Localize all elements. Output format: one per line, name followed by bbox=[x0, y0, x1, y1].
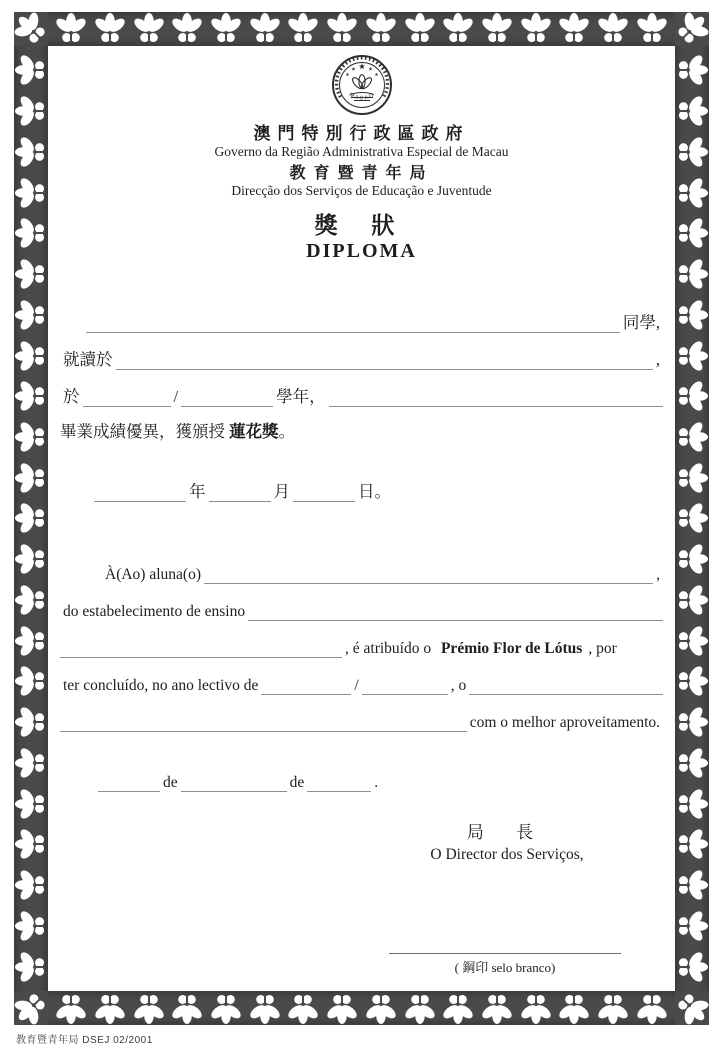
lotus-border-flower-icon bbox=[363, 990, 399, 1026]
year-label: 年 bbox=[189, 482, 206, 501]
certificate-title bbox=[48, 212, 675, 263]
pt-school-year-line bbox=[60, 669, 663, 695]
lotus-border-flower-icon bbox=[324, 990, 360, 1026]
border-corner-top-right bbox=[675, 12, 709, 46]
signature-block bbox=[377, 822, 637, 865]
lotus-border-flower-icon bbox=[13, 419, 49, 455]
chinese-date-line bbox=[60, 476, 663, 502]
border-band-top bbox=[14, 12, 709, 46]
student-name-blank bbox=[86, 314, 620, 333]
pt-establishment-line bbox=[60, 595, 663, 621]
attributed-suffix: , por bbox=[588, 640, 617, 657]
chinese-section bbox=[48, 307, 675, 502]
achievement-prefix: 畢業成績優異，獲頒授 bbox=[60, 422, 230, 441]
pt-student-name-blank bbox=[204, 566, 653, 584]
border-band-right bbox=[675, 12, 709, 1025]
title-pt: DIPLOMA bbox=[306, 240, 417, 262]
pt-establishment-blank-2 bbox=[60, 640, 342, 658]
lotus-border-flower-icon bbox=[634, 11, 670, 47]
lotus-border-flower-icon bbox=[13, 297, 49, 333]
day-label: 日。 bbox=[358, 482, 391, 501]
school-year-line bbox=[60, 381, 663, 407]
lotus-border-flower-icon bbox=[208, 990, 244, 1026]
lotus-border-flower-icon bbox=[674, 460, 710, 496]
lotus-border-flower-icon bbox=[247, 11, 283, 47]
pt-day-blank bbox=[98, 774, 160, 792]
in-year-label: 於 bbox=[63, 387, 80, 406]
school-year-label: 學年， bbox=[276, 387, 326, 406]
lotus-border-flower-icon bbox=[13, 175, 49, 211]
lotus-border-flower-icon bbox=[13, 93, 49, 129]
lotus-border-flower-icon bbox=[169, 11, 205, 47]
lotus-border-flower-icon bbox=[402, 990, 438, 1026]
certificate-body bbox=[48, 46, 675, 976]
pt-course-blank-2 bbox=[60, 714, 467, 732]
studies-at-label: 就讀於 bbox=[63, 350, 113, 369]
lotus-border-flower-icon bbox=[13, 52, 49, 88]
lotus-border-flower-icon bbox=[13, 908, 49, 944]
to-student-comma: , bbox=[656, 566, 660, 583]
border-band-bottom bbox=[14, 991, 709, 1025]
lotus-border-flower-icon bbox=[13, 704, 49, 740]
lotus-border-flower-icon bbox=[674, 541, 710, 577]
month-label: 月 bbox=[273, 482, 290, 501]
achievement-line bbox=[60, 418, 663, 442]
lotus-border-flower-icon bbox=[13, 663, 49, 699]
lotus-border-flower-icon bbox=[674, 582, 710, 618]
seal-signature-line bbox=[389, 939, 621, 954]
year-from-blank bbox=[83, 388, 171, 407]
lotus-border-flower-icon bbox=[13, 623, 49, 659]
establishment-label: do estabelecimento de ensino bbox=[63, 603, 246, 620]
pt-year-to-blank bbox=[362, 677, 448, 695]
form-reference-number: 教育暨青年局 DSEJ 02/2001 bbox=[16, 1035, 153, 1046]
year-slash: / bbox=[173, 387, 179, 406]
lotus-border-flower-icon bbox=[53, 11, 89, 47]
lotus-border-flower-icon bbox=[518, 11, 554, 47]
lotus-border-flower-icon bbox=[674, 297, 710, 333]
student-name-line bbox=[60, 307, 663, 333]
lotus-border-flower-icon bbox=[13, 378, 49, 414]
border-corner-bottom-right bbox=[675, 991, 709, 1025]
lotus-border-flower-icon bbox=[674, 745, 710, 781]
lotus-border-flower-icon bbox=[285, 990, 321, 1026]
border-corner-bottom-left bbox=[14, 991, 48, 1025]
lotus-border-flower-icon bbox=[402, 11, 438, 47]
lotus-border-flower-icon bbox=[13, 582, 49, 618]
lotus-border-flower-icon bbox=[556, 11, 592, 47]
studies-comma: , bbox=[655, 350, 660, 369]
pt-course-blank bbox=[469, 677, 663, 695]
award-name-pt: Prémio Flor de Lótus bbox=[440, 640, 583, 657]
lotus-border-flower-icon bbox=[324, 11, 360, 47]
lotus-border-flower-icon bbox=[674, 256, 710, 292]
date-month-blank bbox=[209, 483, 271, 502]
lotus-border-flower-icon bbox=[440, 990, 476, 1026]
pt-award-line bbox=[60, 632, 663, 658]
lotus-border-flower-icon bbox=[92, 11, 128, 47]
lotus-border-flower-icon bbox=[674, 500, 710, 536]
best-results-label: com o melhor aproveitamento. bbox=[469, 714, 660, 731]
lotus-border-flower-icon bbox=[674, 908, 710, 944]
seal-block bbox=[389, 939, 621, 976]
bureau-name-pt: Direcção dos Serviços de Educação e Juventude bbox=[231, 183, 492, 198]
lotus-border-flower-icon bbox=[363, 11, 399, 47]
lotus-border-flower-icon bbox=[131, 990, 167, 1026]
school-name-line bbox=[60, 344, 663, 370]
lotus-border-flower-icon bbox=[674, 663, 710, 699]
pt-year-slash: / bbox=[354, 677, 359, 694]
pt-month-blank bbox=[181, 774, 287, 792]
title-zh: 獎 狀 bbox=[314, 213, 409, 238]
lotus-border-flower-icon bbox=[13, 134, 49, 170]
lotus-border-flower-icon bbox=[13, 867, 49, 903]
lotus-border-flower-icon bbox=[674, 134, 710, 170]
attributed-prefix: , é atribuído o bbox=[345, 640, 435, 657]
student-suffix-label: 同學, bbox=[622, 313, 660, 332]
lotus-border-flower-icon bbox=[674, 419, 710, 455]
seal-caption: ( 鋼印 selo branco) bbox=[454, 960, 556, 975]
lotus-border-flower-icon bbox=[13, 745, 49, 781]
pt-de1-label: de bbox=[163, 774, 178, 791]
lotus-border-flower-icon bbox=[556, 990, 592, 1026]
emblem-macao-label: MACAO bbox=[347, 92, 376, 102]
portuguese-section bbox=[48, 558, 675, 792]
lotus-border-flower-icon bbox=[479, 990, 515, 1026]
government-name-zh: 澳門特別行政區政府 bbox=[253, 124, 470, 143]
lotus-border-flower-icon bbox=[13, 826, 49, 862]
date-year-blank bbox=[94, 483, 186, 502]
lotus-border-flower-icon bbox=[13, 500, 49, 536]
director-title-zh: 局 長 bbox=[466, 823, 548, 842]
year-to-blank bbox=[181, 388, 273, 407]
border-band-left bbox=[14, 12, 48, 1025]
lotus-border-flower-icon bbox=[674, 949, 710, 985]
lotus-border-flower-icon bbox=[674, 786, 710, 822]
pt-year-blank bbox=[307, 774, 371, 792]
lotus-border-flower-icon bbox=[674, 215, 710, 251]
lotus-border-flower-icon bbox=[674, 52, 710, 88]
lotus-border-flower-icon bbox=[674, 93, 710, 129]
lotus-border-flower-icon bbox=[479, 11, 515, 47]
border-corner-top-left bbox=[14, 12, 48, 46]
lotus-border-flower-icon bbox=[674, 623, 710, 659]
lotus-border-flower-icon bbox=[53, 990, 89, 1026]
pt-results-line bbox=[60, 706, 663, 732]
lotus-border-flower-icon bbox=[247, 990, 283, 1026]
lotus-border-flower-icon bbox=[169, 990, 205, 1026]
concluded-label: ter concluído, no ano lectivo de bbox=[63, 677, 259, 694]
award-name-zh: 蓮花獎 bbox=[229, 422, 279, 441]
lotus-border-flower-icon bbox=[131, 11, 167, 47]
lotus-border-flower-icon bbox=[13, 949, 49, 985]
lotus-border-flower-icon bbox=[13, 541, 49, 577]
pt-de2-label: de bbox=[289, 774, 305, 791]
lotus-border-flower-icon bbox=[667, 983, 718, 1034]
lotus-border-flower-icon bbox=[595, 11, 631, 47]
government-name-pt: Governo da Região Administrativa Especial de Macau bbox=[214, 144, 509, 159]
lotus-border-flower-icon bbox=[674, 704, 710, 740]
lotus-border-flower-icon bbox=[595, 990, 631, 1026]
lotus-border-flower-icon bbox=[285, 11, 321, 47]
lotus-border-flower-icon bbox=[518, 990, 554, 1026]
to-student-label: À(Ao) aluna(o) bbox=[105, 566, 201, 583]
bureau-name-zh: 教育暨青年局 bbox=[289, 165, 434, 182]
lotus-border-flower-icon bbox=[674, 378, 710, 414]
lotus-border-flower-icon bbox=[674, 175, 710, 211]
lotus-border-flower-icon bbox=[13, 215, 49, 251]
lotus-border-flower-icon bbox=[440, 11, 476, 47]
pt-establishment-blank bbox=[248, 603, 663, 621]
lotus-border-flower-icon bbox=[13, 460, 49, 496]
certificate-header bbox=[48, 54, 675, 199]
concluded-mid: , o bbox=[450, 677, 467, 694]
pt-student-line bbox=[60, 558, 663, 584]
lotus-border-flower-icon bbox=[634, 990, 670, 1026]
school-name-blank bbox=[116, 351, 653, 370]
lotus-border-flower-icon bbox=[13, 256, 49, 292]
pt-date-line bbox=[60, 766, 663, 792]
lotus-border-flower-icon bbox=[674, 338, 710, 374]
lotus-border-flower-icon bbox=[208, 11, 244, 47]
pt-date-period: . bbox=[374, 774, 379, 791]
lotus-border-flower-icon bbox=[674, 867, 710, 903]
pt-year-from-blank bbox=[261, 677, 351, 695]
lotus-border-flower-icon bbox=[13, 338, 49, 374]
director-title-pt: O Director dos Serviços, bbox=[430, 846, 584, 863]
course-name-blank bbox=[329, 388, 663, 407]
lotus-border-flower-icon bbox=[674, 826, 710, 862]
macau-government-emblem bbox=[331, 54, 393, 116]
achievement-suffix: 。 bbox=[278, 422, 296, 441]
lotus-border-flower-icon bbox=[13, 786, 49, 822]
lotus-border-flower-icon bbox=[92, 990, 128, 1026]
date-day-blank bbox=[293, 483, 355, 502]
